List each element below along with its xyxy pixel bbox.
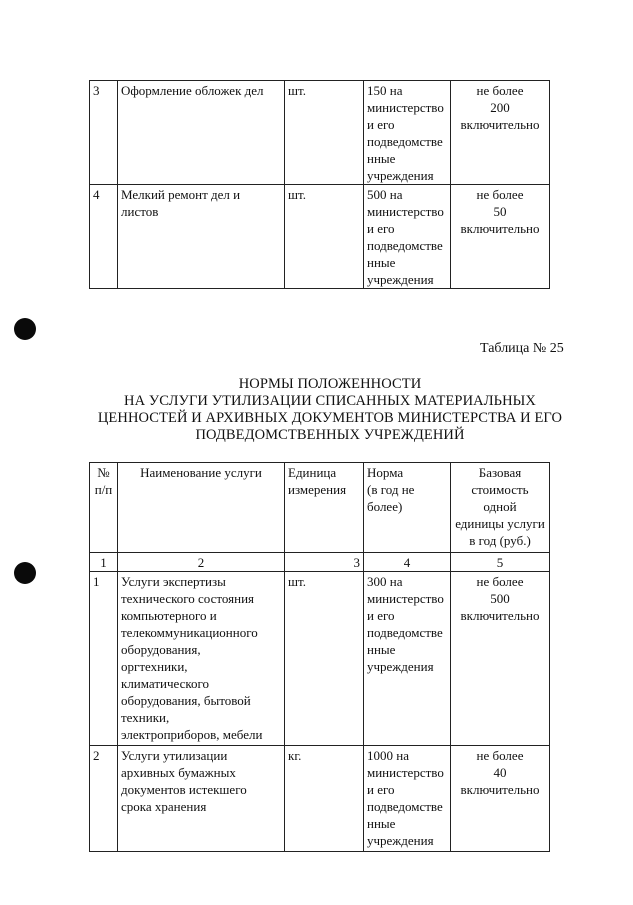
table-row xyxy=(90,81,550,185)
heading-line: ЦЕННОСТЕЙ И АРХИВНЫХ ДОКУМЕНТОВ МИНИСТЕРСТВА И ЕГО xyxy=(97,410,563,426)
table-header-row xyxy=(90,463,550,553)
table-row xyxy=(90,746,550,852)
service-name: Услуги утилизации архивных бумажных документов истекшего срока хранения xyxy=(118,746,285,852)
header-unit: Единица измерения xyxy=(285,463,364,553)
column-index-row xyxy=(90,553,550,572)
column-index: 4 xyxy=(364,553,451,572)
unit-of-measure: шт. xyxy=(285,185,364,289)
service-name: Мелкий ремонт дел и листов xyxy=(118,185,285,289)
norm-value: 300 на министерство и его подведомстве нные учреждения xyxy=(364,572,451,746)
table-number-label: Таблица № 25 xyxy=(480,341,564,356)
heading-line: ПОДВЕДОМСТВЕННЫХ УЧРЕЖДЕНИЙ xyxy=(195,427,465,443)
base-cost: не более 500 включительно xyxy=(451,572,550,746)
punch-hole-top xyxy=(14,318,36,340)
row-number: 1 xyxy=(90,572,118,746)
unit-of-measure: шт. xyxy=(285,81,364,185)
header-norm: Норма (в год не более) xyxy=(364,463,451,553)
service-name: Услуги экспертизы технического состояния компьютерного и телекоммуникационного оборудования, оргтехники, климатического оборудования, бытовой техники, электроприборов, мебели xyxy=(118,572,285,746)
table-row xyxy=(90,185,550,289)
disposal-services-norms-table xyxy=(89,462,550,852)
heading-line: НОРМЫ ПОЛОЖЕННОСТИ xyxy=(238,376,422,392)
row-number: 2 xyxy=(90,746,118,852)
punch-hole-bottom xyxy=(14,562,36,584)
row-number: 4 xyxy=(90,185,118,289)
base-cost: не более 40 включительно xyxy=(451,746,550,852)
base-cost: не более 50 включительно xyxy=(451,185,550,289)
column-index: 2 xyxy=(118,553,285,572)
document-heading xyxy=(70,376,590,444)
continued-norms-table xyxy=(89,80,550,289)
heading-line: НА УСЛУГИ УТИЛИЗАЦИИ СПИСАННЫХ МАТЕРИАЛЬНЫХ xyxy=(124,393,536,409)
norm-value: 500 на министерство и его подведомстве нные учреждения xyxy=(364,185,451,289)
service-name: Оформление обложек дел xyxy=(118,81,285,185)
norm-value: 1000 на министерство и его подведомстве нные учреждения xyxy=(364,746,451,852)
norm-value: 150 на министерство и его подведомстве нные учреждения xyxy=(364,81,451,185)
column-index: 5 xyxy=(451,553,550,572)
header-service-name: Наименование услуги xyxy=(118,463,285,553)
column-index: 1 xyxy=(90,553,118,572)
unit-of-measure: шт. xyxy=(285,572,364,746)
header-base-cost: Базовая стоимость одной единицы услуги в год (руб.) xyxy=(451,463,550,553)
row-number: 3 xyxy=(90,81,118,185)
unit-of-measure: кг. xyxy=(285,746,364,852)
base-cost: не более 200 включительно xyxy=(451,81,550,185)
column-index: 3 xyxy=(285,553,364,572)
table-row xyxy=(90,572,550,746)
header-number: № п/п xyxy=(90,463,118,553)
